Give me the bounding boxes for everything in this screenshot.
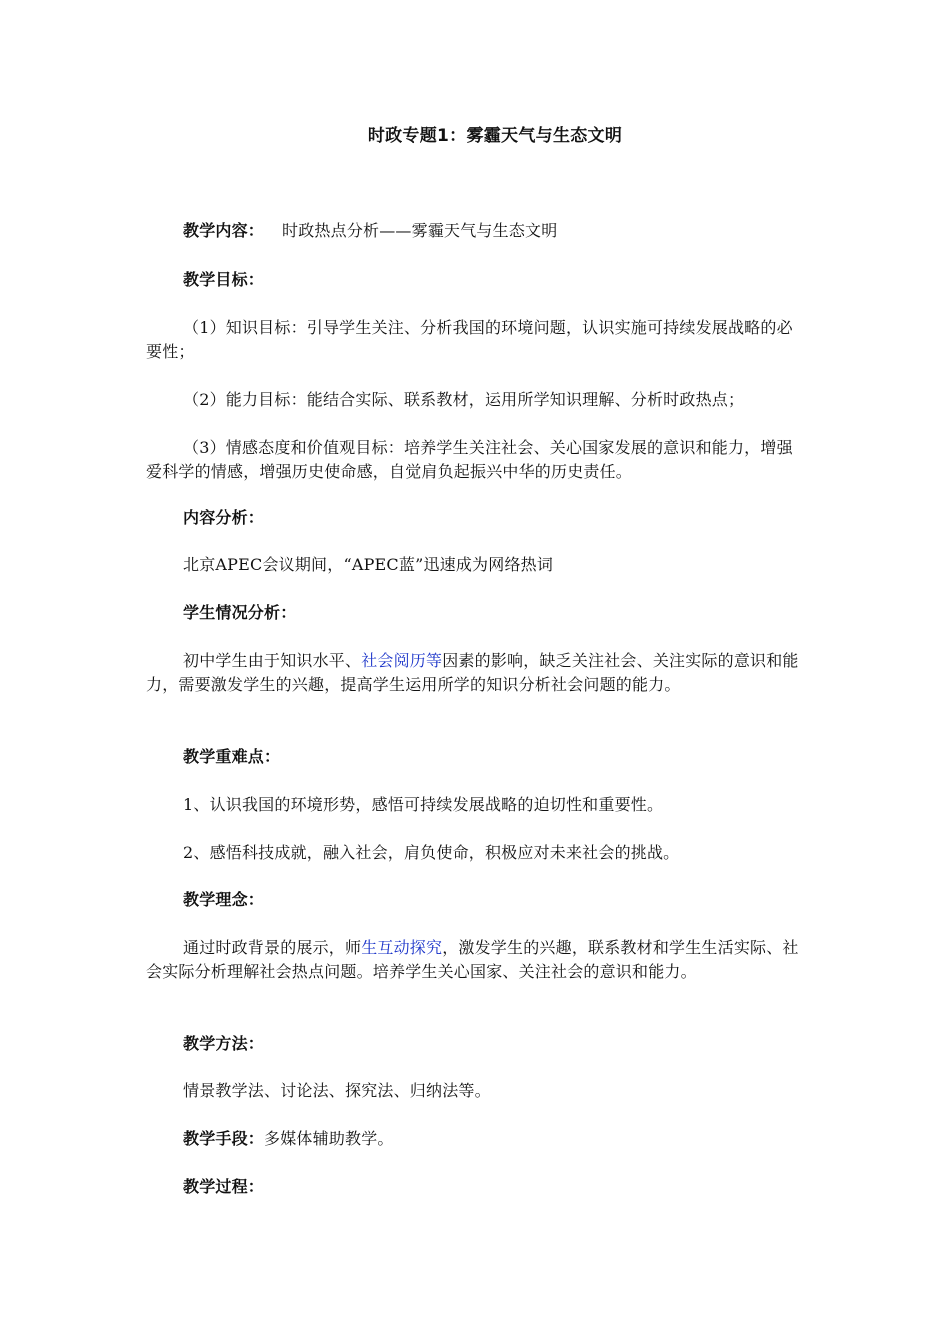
philosophy-link[interactable]: 生互动探究 [361,938,443,957]
content-analysis-text: 北京APEC会议期间，“APEC蓝”迅速成为网络热词 [183,555,554,574]
goal-ability: （2）能力目标：能结合实际、联系教材，运用所学知识理解、分析时政热点； [183,390,745,409]
teaching-goals-label: 教学目标： [183,270,265,289]
methods-text: 情景教学法、讨论法、探究法、归纳法等。 [183,1081,491,1100]
teaching-content-label: 教学内容： [183,221,265,240]
student-analysis-text-before: 初中学生由于知识水平、 [183,651,362,670]
teaching-content-value: 时政热点分析——雾霾天气与生态文明 [282,221,558,240]
means-text: 多媒体辅助教学。 [264,1129,394,1148]
philosophy-text [146,936,808,984]
methods-label: 教学方法： [183,1034,265,1053]
goal-emotion: （3）情感态度和价值观目标：培养学生关注社会、关心国家发展的意识和能力，增强爱科学的情感，增强历史使命感，自觉肩负起振兴中华的历史责任。 [146,438,793,481]
means-label: 教学手段： [183,1129,265,1148]
key-point-1: 1、认识我国的环境形势，感悟可持续发展战略的迫切性和重要性。 [183,795,664,814]
student-analysis-label: 学生情况分析： [183,603,297,622]
student-analysis-link[interactable]: 社会阅历等 [361,651,443,670]
content-analysis-label: 内容分析： [183,508,265,527]
philosophy-text-before: 通过时政背景的展示，师 [183,938,362,957]
document-title: 时政专题1：雾霾天气与生态文明 [367,126,623,146]
philosophy-text-after: ，激发学生的兴趣，联系教材和学生生活实际、社会实际分析理解社会热点问题。培养学生关心国家、关注社会的意识和能力。 [146,938,799,981]
key-points-label: 教学重难点： [183,747,281,766]
key-point-2: 2、感悟科技成就，融入社会，肩负使命，积极应对未来社会的挑战。 [183,843,680,862]
goal-knowledge: （1）知识目标：引导学生关注、分析我国的环境问题，认识实施可持续发展战略的必要性； [146,318,793,361]
process-label: 教学过程： [183,1177,265,1196]
teaching-content-line [146,219,808,243]
philosophy-label: 教学理念： [183,890,265,909]
student-analysis-text-after: 因素的影响，缺乏关注社会、关注实际的意识和能力，需要激发学生的兴趣，提高学生运用所学的知识分析社会问题的能力。 [146,651,799,694]
student-analysis-text [146,649,808,697]
means-line [146,1127,808,1151]
